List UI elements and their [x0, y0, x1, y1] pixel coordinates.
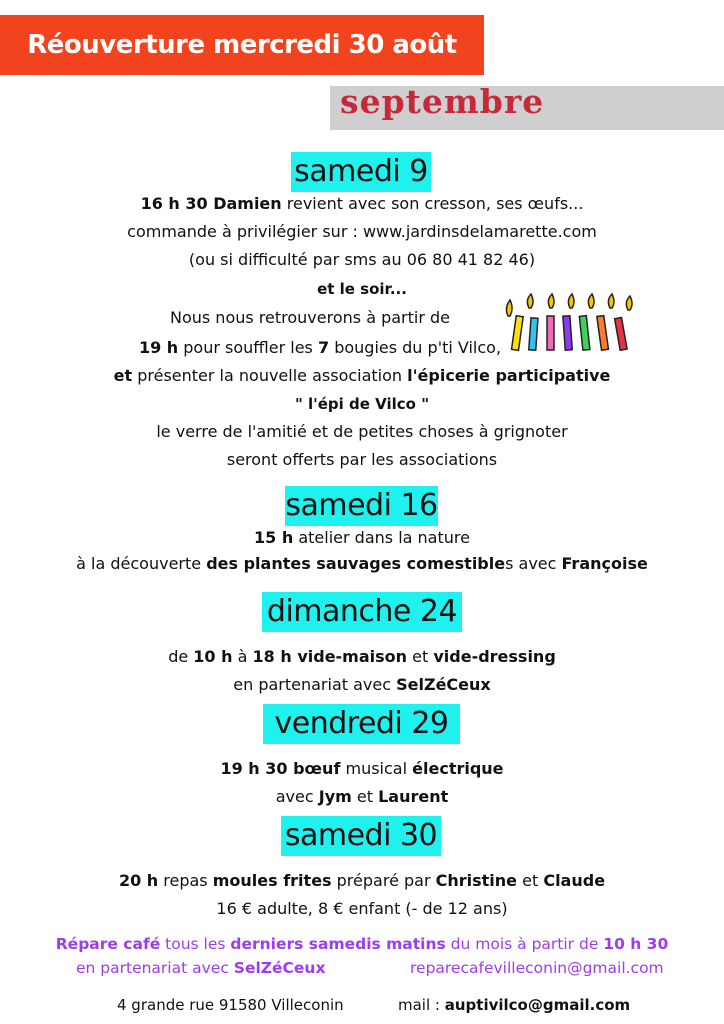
footer-address: 4 grande rue 91580 Villeconin [117, 996, 344, 1014]
event-9-line-4: et le soir... [317, 280, 407, 298]
event-9-line-7: et présenter la nouvelle association l'épicerie participative [113, 366, 611, 385]
event-9-line-8: " l'épi de Vilco " [294, 395, 430, 413]
event-24-line-1: de 10 h à 18 h vide-maison et vide-dressing [168, 647, 556, 666]
footer-mail: mail : auptivilco@gmail.com [398, 996, 631, 1014]
event-9-line-10: seront offerts par les associations [226, 450, 498, 469]
event-16-line-1: 15 h atelier dans la nature [254, 528, 470, 547]
day-heading-9: samedi 9 [291, 152, 431, 192]
birthday-candles-icon [500, 292, 638, 354]
event-29-line-1: 19 h 30 bœuf musical électrique [220, 759, 504, 778]
event-9-line-6: 19 h pour souffler les 7 bougies du p'ti Vilco, [138, 338, 502, 357]
repair-cafe-email[interactable]: reparecafevilleconin@gmail.com [410, 959, 664, 977]
event-24-line-2: en partenariat avec SelZéCeux [233, 675, 491, 694]
event-30-line-2: 16 € adulte, 8 € enfant (- de 12 ans) [216, 899, 508, 918]
day-heading-29: vendredi 29 [263, 704, 460, 744]
event-9-line-9: le verre de l'amitié et de petites choses à grignoter [156, 422, 568, 441]
event-9-line-2: commande à privilégier sur : www.jardinsdelamarette.com [127, 222, 597, 241]
day-heading-16: samedi 16 [285, 486, 438, 526]
event-30-line-1: 20 h repas moules frites préparé par Christine et Claude [118, 871, 606, 890]
month-title: septembre [340, 82, 545, 121]
event-29-line-2: avec Jym et Laurent [275, 787, 449, 806]
event-9-line-5: Nous nous retrouverons à partir de [169, 308, 450, 327]
day-heading-24: dimanche 24 [262, 592, 462, 632]
month-header [330, 82, 724, 130]
repair-cafe-partner: en partenariat avec SelZéCeux [76, 959, 326, 977]
reopening-banner: Réouverture mercredi 30 août [0, 15, 484, 75]
event-16-line-2: à la découverte des plantes sauvages comestibles avec Françoise [76, 554, 648, 573]
footer-mail-address[interactable]: auptivilco@gmail.com [444, 996, 631, 1014]
repair-cafe-line-1: Répare café tous les derniers samedis matins du mois à partir de 10 h 30 [55, 935, 669, 953]
event-9-line-3: (ou si difficulté par sms au 06 80 41 82 46) [188, 250, 536, 269]
event-9-line-1: 16 h 30 Damien revient avec son cresson, ses œufs... [140, 194, 584, 213]
day-heading-30: samedi 30 [281, 816, 441, 856]
